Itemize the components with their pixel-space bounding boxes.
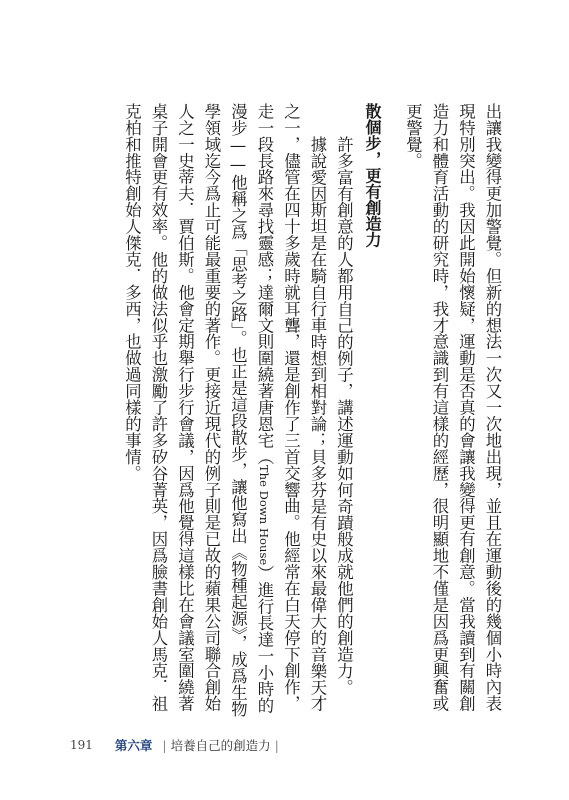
footer-separator-end: | bbox=[274, 737, 279, 753]
page-number: 191 bbox=[70, 738, 93, 752]
page-footer bbox=[70, 736, 283, 754]
paragraph-examples-part2: ）進行長達一小時的漫步——他稱之爲「思考之路」。也正是這段散步，讓他寫出《物種起源》，成爲生物學領域迄今爲止可能最重要的著作。更接近現代的例子則是已故的蘋果公司聯合創始人之一史蒂夫．賈伯斯。他會定期舉行步行會議，因爲他覺得這樣比在會議室圍繞著桌子開會更有效率。他的做法似乎也激勵了許多矽谷菁英，因爲臉書創始人馬克．祖克柏和推特創始人傑克．多西，也做過同樣的事情。 bbox=[122, 103, 274, 717]
down-house-latin: The Down House bbox=[257, 464, 271, 566]
body-text bbox=[118, 103, 505, 723]
paragraph-intro: 許多富有創意的人都用自己的例子，講述運動如何奇蹟般成就他們的創造力。 bbox=[334, 135, 354, 696]
footer-separator: | bbox=[162, 737, 167, 753]
chapter-label: 第六章 bbox=[114, 738, 153, 753]
section-gap bbox=[385, 103, 399, 723]
paragraph-continuation: 出讓我變得更加警覺。但新的想法一次又一次地出現，並且在運動後的幾個小時內表現特別突出。我因此開始懷疑，運動是否真的會讓我變得更有創意。當我讀到有關創造力和體育活動的研究時，我才意識到有這樣的經歷，很明顯地不僅是因爲更興奮或更警覺。 bbox=[403, 103, 502, 712]
paragraph-examples-part1: 據說愛因斯坦是在騎自行車時想到相對論；貝多芬是有史以來最偉大的音樂天才之一，儘管在四十多歲時就耳聾，還是創作了三首交響曲。他經常在白天停下創作，走一段長路來尋找靈感；達爾文則圍繞著唐恩宅（ bbox=[255, 103, 327, 712]
section-heading: 散個步，更有創造力 bbox=[363, 103, 382, 248]
chapter-title: 培養自己的創造力 bbox=[170, 738, 271, 753]
paragraph-examples bbox=[118, 103, 330, 723]
